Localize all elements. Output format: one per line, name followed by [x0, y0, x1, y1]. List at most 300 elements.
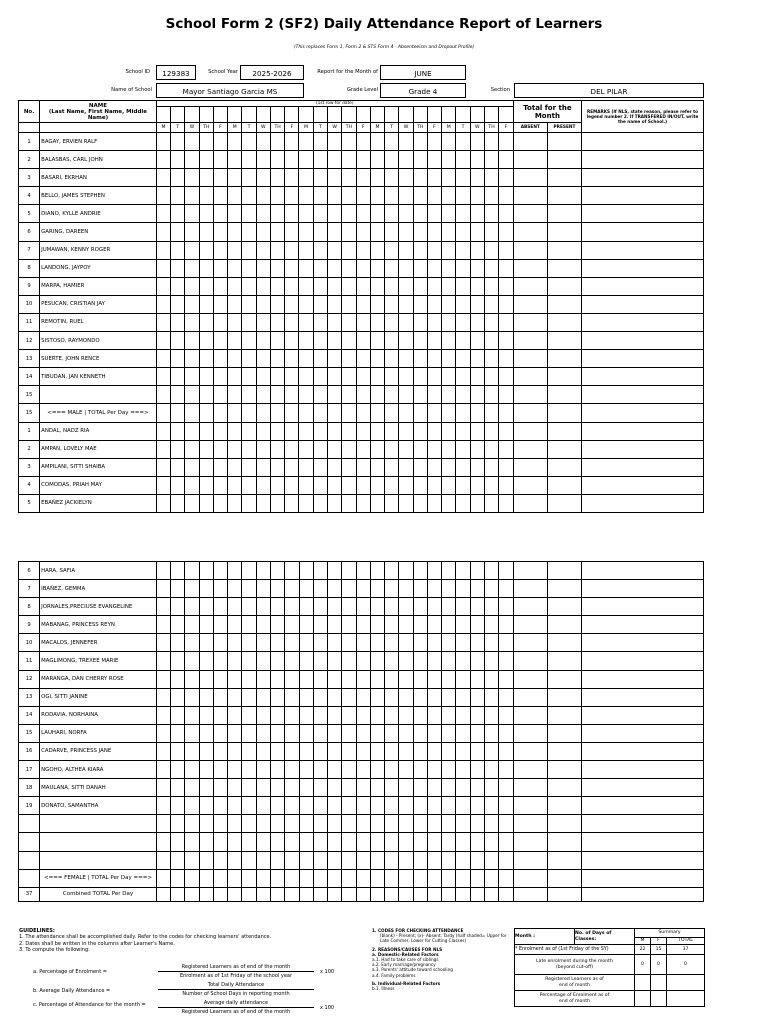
attendance-cell[interactable] [427, 404, 441, 422]
attendance-cell[interactable] [342, 422, 356, 440]
attendance-cell[interactable] [199, 869, 213, 887]
attendance-cell[interactable] [427, 151, 441, 169]
absent-total-cell[interactable] [513, 151, 547, 169]
attendance-cell[interactable] [413, 598, 427, 616]
attendance-cell[interactable] [342, 580, 356, 598]
attendance-cell[interactable] [171, 295, 185, 313]
attendance-cell[interactable] [456, 616, 470, 634]
present-total-cell[interactable] [547, 277, 581, 295]
attendance-cell[interactable] [470, 598, 484, 616]
attendance-cell[interactable] [370, 332, 384, 350]
attendance-cell[interactable] [427, 386, 441, 404]
attendance-cell[interactable] [213, 205, 227, 223]
remarks-cell[interactable] [581, 616, 703, 634]
attendance-cell[interactable] [413, 815, 427, 833]
attendance-cell[interactable] [370, 277, 384, 295]
attendance-cell[interactable] [356, 476, 370, 494]
attendance-cell[interactable] [313, 494, 327, 512]
present-total-cell[interactable] [547, 440, 581, 458]
attendance-cell[interactable] [213, 404, 227, 422]
attendance-cell[interactable] [199, 205, 213, 223]
remarks-cell[interactable] [582, 295, 704, 313]
attendance-cell[interactable] [399, 350, 413, 368]
attendance-cell[interactable] [299, 241, 313, 259]
attendance-cell[interactable] [285, 580, 299, 598]
present-total-cell[interactable] [547, 476, 581, 494]
attendance-cell[interactable] [228, 797, 242, 815]
attendance-cell[interactable] [399, 652, 413, 670]
attendance-cell[interactable] [256, 332, 270, 350]
attendance-cell[interactable] [270, 241, 284, 259]
attendance-cell[interactable] [299, 476, 313, 494]
attendance-cell[interactable] [413, 386, 427, 404]
attendance-cell[interactable] [342, 151, 356, 169]
attendance-cell[interactable] [442, 350, 456, 368]
attendance-cell[interactable] [299, 332, 313, 350]
attendance-cell[interactable] [313, 458, 327, 476]
attendance-cell[interactable] [270, 833, 284, 851]
attendance-cell[interactable] [442, 562, 456, 580]
attendance-cell[interactable] [242, 580, 256, 598]
attendance-cell[interactable] [413, 670, 427, 688]
attendance-cell[interactable] [171, 742, 185, 760]
attendance-cell[interactable] [285, 259, 299, 277]
attendance-cell[interactable] [328, 724, 342, 742]
attendance-cell[interactable] [413, 724, 427, 742]
attendance-cell[interactable] [270, 151, 284, 169]
attendance-cell[interactable] [427, 494, 441, 512]
attendance-cell[interactable] [256, 422, 270, 440]
attendance-cell[interactable] [228, 779, 242, 797]
attendance-cell[interactable] [171, 494, 185, 512]
attendance-cell[interactable] [199, 797, 213, 815]
attendance-cell[interactable] [242, 742, 256, 760]
attendance-cell[interactable] [499, 440, 514, 458]
attendance-cell[interactable] [242, 169, 256, 187]
attendance-cell[interactable] [299, 386, 313, 404]
attendance-cell[interactable] [342, 670, 356, 688]
attendance-cell[interactable] [199, 223, 213, 241]
attendance-cell[interactable] [413, 761, 427, 779]
attendance-cell[interactable] [270, 259, 284, 277]
attendance-cell[interactable] [299, 742, 313, 760]
enrol-f[interactable]: 15 [651, 945, 667, 955]
attendance-cell[interactable] [213, 598, 227, 616]
attendance-cell[interactable] [328, 422, 342, 440]
absent-total-cell[interactable] [513, 562, 547, 580]
attendance-cell[interactable] [342, 634, 356, 652]
attendance-cell[interactable] [427, 422, 441, 440]
attendance-cell[interactable] [313, 652, 327, 670]
attendance-cell[interactable] [156, 205, 170, 223]
attendance-cell[interactable] [413, 404, 427, 422]
absent-total-cell[interactable] [513, 688, 547, 706]
attendance-cell[interactable] [399, 368, 413, 386]
attendance-cell[interactable] [342, 169, 356, 187]
attendance-cell[interactable] [484, 688, 498, 706]
attendance-cell[interactable] [370, 187, 384, 205]
present-total-cell[interactable] [547, 706, 581, 724]
attendance-cell[interactable] [285, 869, 299, 887]
attendance-cell[interactable] [285, 688, 299, 706]
attendance-cell[interactable] [370, 887, 384, 901]
attendance-cell[interactable] [156, 887, 170, 901]
attendance-cell[interactable] [413, 241, 427, 259]
attendance-cell[interactable] [399, 616, 413, 634]
attendance-cell[interactable] [328, 815, 342, 833]
attendance-cell[interactable] [356, 634, 370, 652]
attendance-cell[interactable] [156, 616, 170, 634]
attendance-cell[interactable] [442, 404, 456, 422]
attendance-cell[interactable] [442, 652, 456, 670]
attendance-cell[interactable] [484, 580, 498, 598]
attendance-cell[interactable] [342, 368, 356, 386]
remarks-cell[interactable] [581, 634, 703, 652]
attendance-cell[interactable] [313, 797, 327, 815]
grade-field[interactable]: Grade 4 [380, 83, 466, 98]
attendance-cell[interactable] [370, 241, 384, 259]
attendance-cell[interactable] [185, 833, 199, 851]
attendance-cell[interactable] [370, 295, 384, 313]
absent-total-cell[interactable] [513, 332, 547, 350]
attendance-cell[interactable] [185, 404, 199, 422]
attendance-cell[interactable] [499, 332, 514, 350]
attendance-cell[interactable] [427, 742, 441, 760]
attendance-cell[interactable] [328, 742, 342, 760]
attendance-cell[interactable] [427, 779, 441, 797]
attendance-cell[interactable] [270, 616, 284, 634]
attendance-cell[interactable] [199, 598, 213, 616]
attendance-cell[interactable] [370, 869, 384, 887]
attendance-cell[interactable] [385, 887, 399, 901]
attendance-cell[interactable] [328, 562, 342, 580]
enrol-m[interactable]: 22 [635, 945, 651, 955]
attendance-cell[interactable] [427, 833, 441, 851]
attendance-cell[interactable] [442, 815, 456, 833]
attendance-cell[interactable] [370, 833, 384, 851]
attendance-cell[interactable] [328, 313, 342, 331]
attendance-cell[interactable] [156, 476, 170, 494]
attendance-cell[interactable] [156, 440, 170, 458]
present-total-cell[interactable] [547, 652, 581, 670]
attendance-cell[interactable] [370, 598, 384, 616]
attendance-cell[interactable] [484, 761, 498, 779]
late-m[interactable]: 0 [635, 955, 651, 975]
attendance-cell[interactable] [399, 169, 413, 187]
attendance-cell[interactable] [185, 724, 199, 742]
attendance-cell[interactable] [342, 205, 356, 223]
attendance-cell[interactable] [342, 440, 356, 458]
attendance-cell[interactable] [185, 386, 199, 404]
attendance-cell[interactable] [285, 634, 299, 652]
attendance-cell[interactable] [470, 205, 484, 223]
absent-total-cell[interactable] [513, 580, 547, 598]
attendance-cell[interactable] [356, 580, 370, 598]
attendance-cell[interactable] [499, 368, 514, 386]
present-total-cell[interactable] [547, 833, 581, 851]
attendance-cell[interactable] [313, 440, 327, 458]
attendance-cell[interactable] [356, 295, 370, 313]
attendance-cell[interactable] [285, 652, 299, 670]
attendance-cell[interactable] [228, 706, 242, 724]
attendance-cell[interactable] [285, 494, 299, 512]
attendance-cell[interactable] [313, 133, 327, 151]
attendance-cell[interactable] [499, 295, 514, 313]
attendance-cell[interactable] [313, 187, 327, 205]
attendance-cell[interactable] [442, 724, 456, 742]
attendance-cell[interactable] [213, 869, 227, 887]
attendance-cell[interactable] [442, 259, 456, 277]
attendance-cell[interactable] [499, 169, 514, 187]
present-total-cell[interactable] [547, 332, 581, 350]
attendance-cell[interactable] [370, 562, 384, 580]
attendance-cell[interactable] [213, 259, 227, 277]
attendance-cell[interactable] [171, 332, 185, 350]
school-id-field[interactable]: 129383 [156, 65, 196, 80]
attendance-cell[interactable] [385, 634, 399, 652]
attendance-cell[interactable] [328, 670, 342, 688]
attendance-cell[interactable] [156, 458, 170, 476]
attendance-cell[interactable] [470, 670, 484, 688]
attendance-cell[interactable] [242, 815, 256, 833]
attendance-cell[interactable] [228, 761, 242, 779]
attendance-cell[interactable] [256, 151, 270, 169]
attendance-cell[interactable] [484, 833, 498, 851]
attendance-cell[interactable] [356, 869, 370, 887]
present-total-cell[interactable] [547, 295, 581, 313]
attendance-cell[interactable] [399, 670, 413, 688]
attendance-cell[interactable] [185, 887, 199, 901]
attendance-cell[interactable] [156, 295, 170, 313]
attendance-cell[interactable] [199, 779, 213, 797]
attendance-cell[interactable] [427, 724, 441, 742]
date-cell[interactable] [199, 107, 213, 123]
absent-total-cell[interactable] [513, 742, 547, 760]
attendance-cell[interactable] [256, 440, 270, 458]
attendance-cell[interactable] [299, 313, 313, 331]
attendance-cell[interactable] [499, 259, 514, 277]
attendance-cell[interactable] [299, 295, 313, 313]
attendance-cell[interactable] [171, 386, 185, 404]
attendance-cell[interactable] [427, 598, 441, 616]
attendance-cell[interactable] [156, 833, 170, 851]
attendance-cell[interactable] [185, 562, 199, 580]
remarks-cell[interactable] [582, 440, 704, 458]
attendance-cell[interactable] [456, 833, 470, 851]
attendance-cell[interactable] [213, 706, 227, 724]
attendance-cell[interactable] [313, 223, 327, 241]
attendance-cell[interactable] [242, 688, 256, 706]
attendance-cell[interactable] [499, 851, 513, 869]
attendance-cell[interactable] [270, 332, 284, 350]
present-total-cell[interactable] [547, 205, 581, 223]
attendance-cell[interactable] [299, 440, 313, 458]
attendance-cell[interactable] [328, 277, 342, 295]
attendance-cell[interactable] [256, 313, 270, 331]
attendance-cell[interactable] [456, 313, 470, 331]
attendance-cell[interactable] [413, 652, 427, 670]
date-cell[interactable] [427, 107, 441, 123]
attendance-cell[interactable] [199, 634, 213, 652]
attendance-cell[interactable] [484, 332, 498, 350]
attendance-cell[interactable] [199, 688, 213, 706]
attendance-cell[interactable] [442, 458, 456, 476]
attendance-cell[interactable] [199, 616, 213, 634]
attendance-cell[interactable] [370, 205, 384, 223]
attendance-cell[interactable] [171, 833, 185, 851]
attendance-cell[interactable] [427, 169, 441, 187]
attendance-cell[interactable] [470, 869, 484, 887]
attendance-cell[interactable] [484, 259, 498, 277]
attendance-cell[interactable] [442, 869, 456, 887]
attendance-cell[interactable] [484, 205, 498, 223]
remarks-cell[interactable] [581, 851, 703, 869]
attendance-cell[interactable] [228, 887, 242, 901]
attendance-cell[interactable] [413, 422, 427, 440]
attendance-cell[interactable] [370, 742, 384, 760]
attendance-cell[interactable] [470, 241, 484, 259]
attendance-cell[interactable] [299, 706, 313, 724]
attendance-cell[interactable] [499, 580, 513, 598]
attendance-cell[interactable] [242, 634, 256, 652]
attendance-cell[interactable] [356, 797, 370, 815]
absent-total-cell[interactable] [513, 404, 547, 422]
attendance-cell[interactable] [427, 313, 441, 331]
registered-m[interactable] [635, 975, 651, 991]
attendance-cell[interactable] [356, 404, 370, 422]
attendance-cell[interactable] [413, 205, 427, 223]
attendance-cell[interactable] [228, 688, 242, 706]
attendance-cell[interactable] [442, 187, 456, 205]
date-cell[interactable] [470, 107, 484, 123]
attendance-cell[interactable] [213, 368, 227, 386]
attendance-cell[interactable] [156, 815, 170, 833]
attendance-cell[interactable] [370, 133, 384, 151]
attendance-cell[interactable] [199, 476, 213, 494]
remarks-cell[interactable] [582, 277, 704, 295]
attendance-cell[interactable] [427, 440, 441, 458]
attendance-cell[interactable] [328, 580, 342, 598]
attendance-cell[interactable] [456, 887, 470, 901]
attendance-cell[interactable] [385, 869, 399, 887]
date-cell[interactable] [299, 107, 313, 123]
attendance-cell[interactable] [370, 368, 384, 386]
absent-total-cell[interactable] [513, 815, 547, 833]
attendance-cell[interactable] [256, 404, 270, 422]
attendance-cell[interactable] [427, 368, 441, 386]
attendance-cell[interactable] [370, 724, 384, 742]
attendance-cell[interactable] [399, 761, 413, 779]
date-cell[interactable] [456, 107, 470, 123]
attendance-cell[interactable] [213, 223, 227, 241]
attendance-cell[interactable] [242, 833, 256, 851]
attendance-cell[interactable] [399, 205, 413, 223]
attendance-cell[interactable] [427, 295, 441, 313]
attendance-cell[interactable] [456, 724, 470, 742]
attendance-cell[interactable] [299, 151, 313, 169]
attendance-cell[interactable] [171, 259, 185, 277]
late-f[interactable]: 0 [651, 955, 667, 975]
attendance-cell[interactable] [399, 151, 413, 169]
attendance-cell[interactable] [427, 187, 441, 205]
attendance-cell[interactable] [370, 494, 384, 512]
attendance-cell[interactable] [499, 313, 514, 331]
attendance-cell[interactable] [356, 241, 370, 259]
attendance-cell[interactable] [299, 259, 313, 277]
attendance-cell[interactable] [370, 797, 384, 815]
attendance-cell[interactable] [228, 277, 242, 295]
attendance-cell[interactable] [470, 616, 484, 634]
attendance-cell[interactable] [299, 761, 313, 779]
attendance-cell[interactable] [499, 187, 514, 205]
attendance-cell[interactable] [299, 851, 313, 869]
remarks-cell[interactable] [581, 742, 703, 760]
attendance-cell[interactable] [256, 851, 270, 869]
date-cell[interactable] [385, 107, 399, 123]
attendance-cell[interactable] [185, 277, 199, 295]
attendance-cell[interactable] [413, 151, 427, 169]
attendance-cell[interactable] [285, 779, 299, 797]
attendance-cell[interactable] [356, 851, 370, 869]
attendance-cell[interactable] [385, 779, 399, 797]
attendance-cell[interactable] [342, 133, 356, 151]
attendance-cell[interactable] [413, 869, 427, 887]
absent-total-cell[interactable] [513, 833, 547, 851]
attendance-cell[interactable] [456, 761, 470, 779]
attendance-cell[interactable] [270, 205, 284, 223]
attendance-cell[interactable] [399, 440, 413, 458]
present-total-cell[interactable] [547, 562, 581, 580]
attendance-cell[interactable] [385, 151, 399, 169]
attendance-cell[interactable] [328, 151, 342, 169]
attendance-cell[interactable] [413, 277, 427, 295]
attendance-cell[interactable] [356, 187, 370, 205]
attendance-cell[interactable] [356, 151, 370, 169]
attendance-cell[interactable] [356, 616, 370, 634]
present-total-cell[interactable] [547, 616, 581, 634]
attendance-cell[interactable] [328, 133, 342, 151]
absent-total-cell[interactable] [513, 223, 547, 241]
month-field[interactable]: JUNE [380, 65, 466, 80]
attendance-cell[interactable] [328, 295, 342, 313]
attendance-cell[interactable] [442, 634, 456, 652]
attendance-cell[interactable] [328, 169, 342, 187]
remarks-cell[interactable] [581, 869, 703, 887]
attendance-cell[interactable] [242, 422, 256, 440]
present-total-cell[interactable] [547, 223, 581, 241]
attendance-cell[interactable] [385, 797, 399, 815]
attendance-cell[interactable] [427, 332, 441, 350]
attendance-cell[interactable] [370, 440, 384, 458]
attendance-cell[interactable] [242, 223, 256, 241]
attendance-cell[interactable] [385, 313, 399, 331]
attendance-cell[interactable] [413, 295, 427, 313]
attendance-cell[interactable] [342, 616, 356, 634]
attendance-cell[interactable] [470, 652, 484, 670]
attendance-cell[interactable] [399, 851, 413, 869]
attendance-cell[interactable] [313, 634, 327, 652]
attendance-cell[interactable] [313, 688, 327, 706]
attendance-cell[interactable] [399, 688, 413, 706]
attendance-cell[interactable] [370, 779, 384, 797]
attendance-cell[interactable] [328, 779, 342, 797]
attendance-cell[interactable] [399, 476, 413, 494]
attendance-cell[interactable] [399, 313, 413, 331]
attendance-cell[interactable] [484, 386, 498, 404]
attendance-cell[interactable] [484, 869, 498, 887]
attendance-cell[interactable] [242, 652, 256, 670]
attendance-cell[interactable] [484, 887, 498, 901]
